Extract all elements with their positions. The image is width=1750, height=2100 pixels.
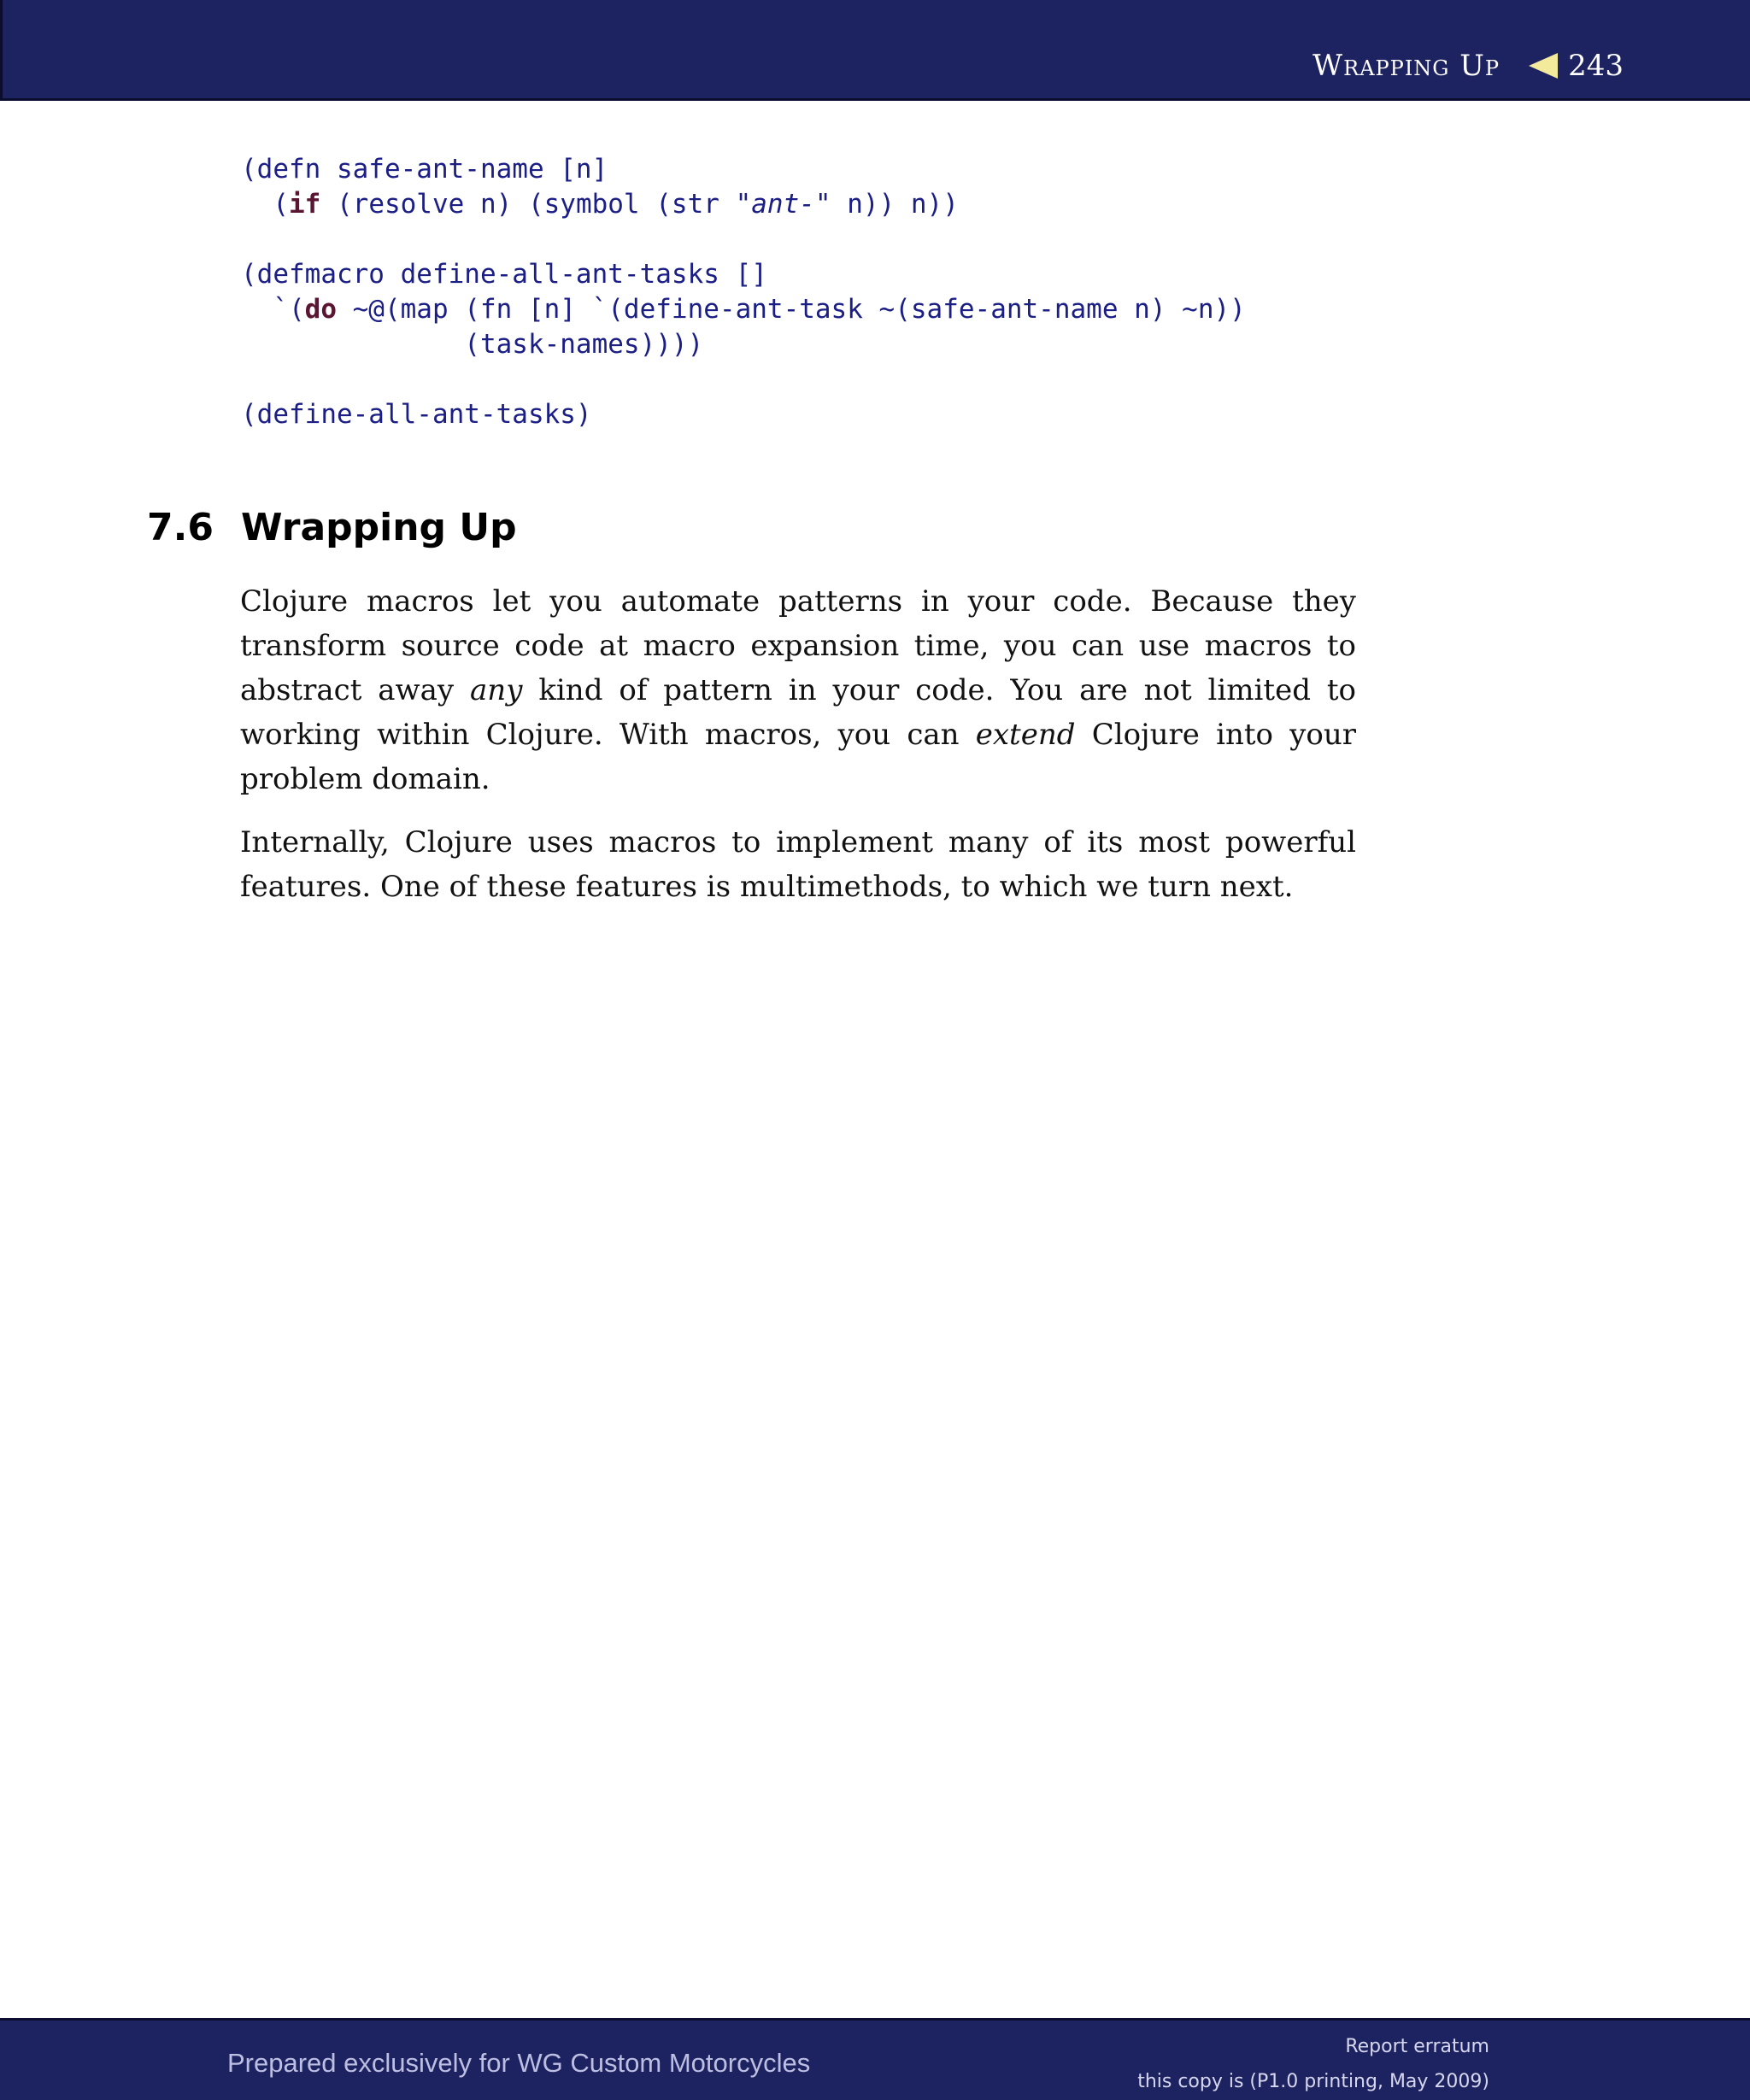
code-listing xyxy=(241,152,1246,432)
report-erratum-link[interactable]: Report erratum xyxy=(1345,2036,1489,2057)
code-line: (defmacro define-all-ant-tasks [] xyxy=(241,259,767,290)
running-title: Wrapping Up xyxy=(1312,49,1500,83)
code-line-blank xyxy=(241,362,1246,397)
code-line: (define-all-ant-tasks) xyxy=(241,399,592,430)
code-segment: n)) n)) xyxy=(831,189,959,220)
header-nav xyxy=(1312,49,1624,83)
section-number: 7.6 xyxy=(147,506,214,549)
code-keyword: if xyxy=(289,189,321,220)
code-segment: ( xyxy=(241,189,289,220)
body-text xyxy=(240,579,1356,928)
code-segment: `( xyxy=(241,294,305,325)
footer-bar xyxy=(0,2018,1750,2100)
code-segment: (resolve n) (symbol (str xyxy=(320,189,736,220)
emphasis: any xyxy=(470,673,523,707)
page-number: 243 xyxy=(1568,49,1624,83)
prepared-for-notice: Prepared exclusively for WG Custom Motorcycles xyxy=(227,2048,811,2078)
footer-info xyxy=(1137,2029,1489,2099)
code-keyword: do xyxy=(304,294,337,325)
emphasis: extend xyxy=(975,718,1076,752)
copy-info: this copy is (P1.0 printing, May 2009) xyxy=(1137,2071,1489,2092)
left-triangle-icon[interactable] xyxy=(1529,53,1558,79)
code-string: "ant-" xyxy=(735,189,831,220)
code-line xyxy=(241,292,1246,327)
code-line xyxy=(241,187,1246,222)
paragraph: Internally, Clojure uses macros to implement many of its most powerful features. One of these features is multimethods, to which we turn next. xyxy=(240,825,1356,904)
code-line-blank xyxy=(241,222,1246,257)
header-bar xyxy=(0,0,1750,101)
code-line: (task-names)))) xyxy=(241,329,704,360)
paragraph: Clojure macros let you automate patterns in your code. Because they transform source code at macro expansion time, you can use macros to abstract away any kind of pattern in your code. You are not limited to working within Clojure. With macros, you can extend Clojure into your problem domain. xyxy=(240,584,1357,796)
section-heading xyxy=(147,502,517,554)
code-segment: ~@(map (fn [n] `(define-ant-task ~(safe-ant-name n) ~n)) xyxy=(336,294,1246,325)
code-line: (defn safe-ant-name [n] xyxy=(241,154,608,185)
section-title: Wrapping Up xyxy=(241,506,517,549)
